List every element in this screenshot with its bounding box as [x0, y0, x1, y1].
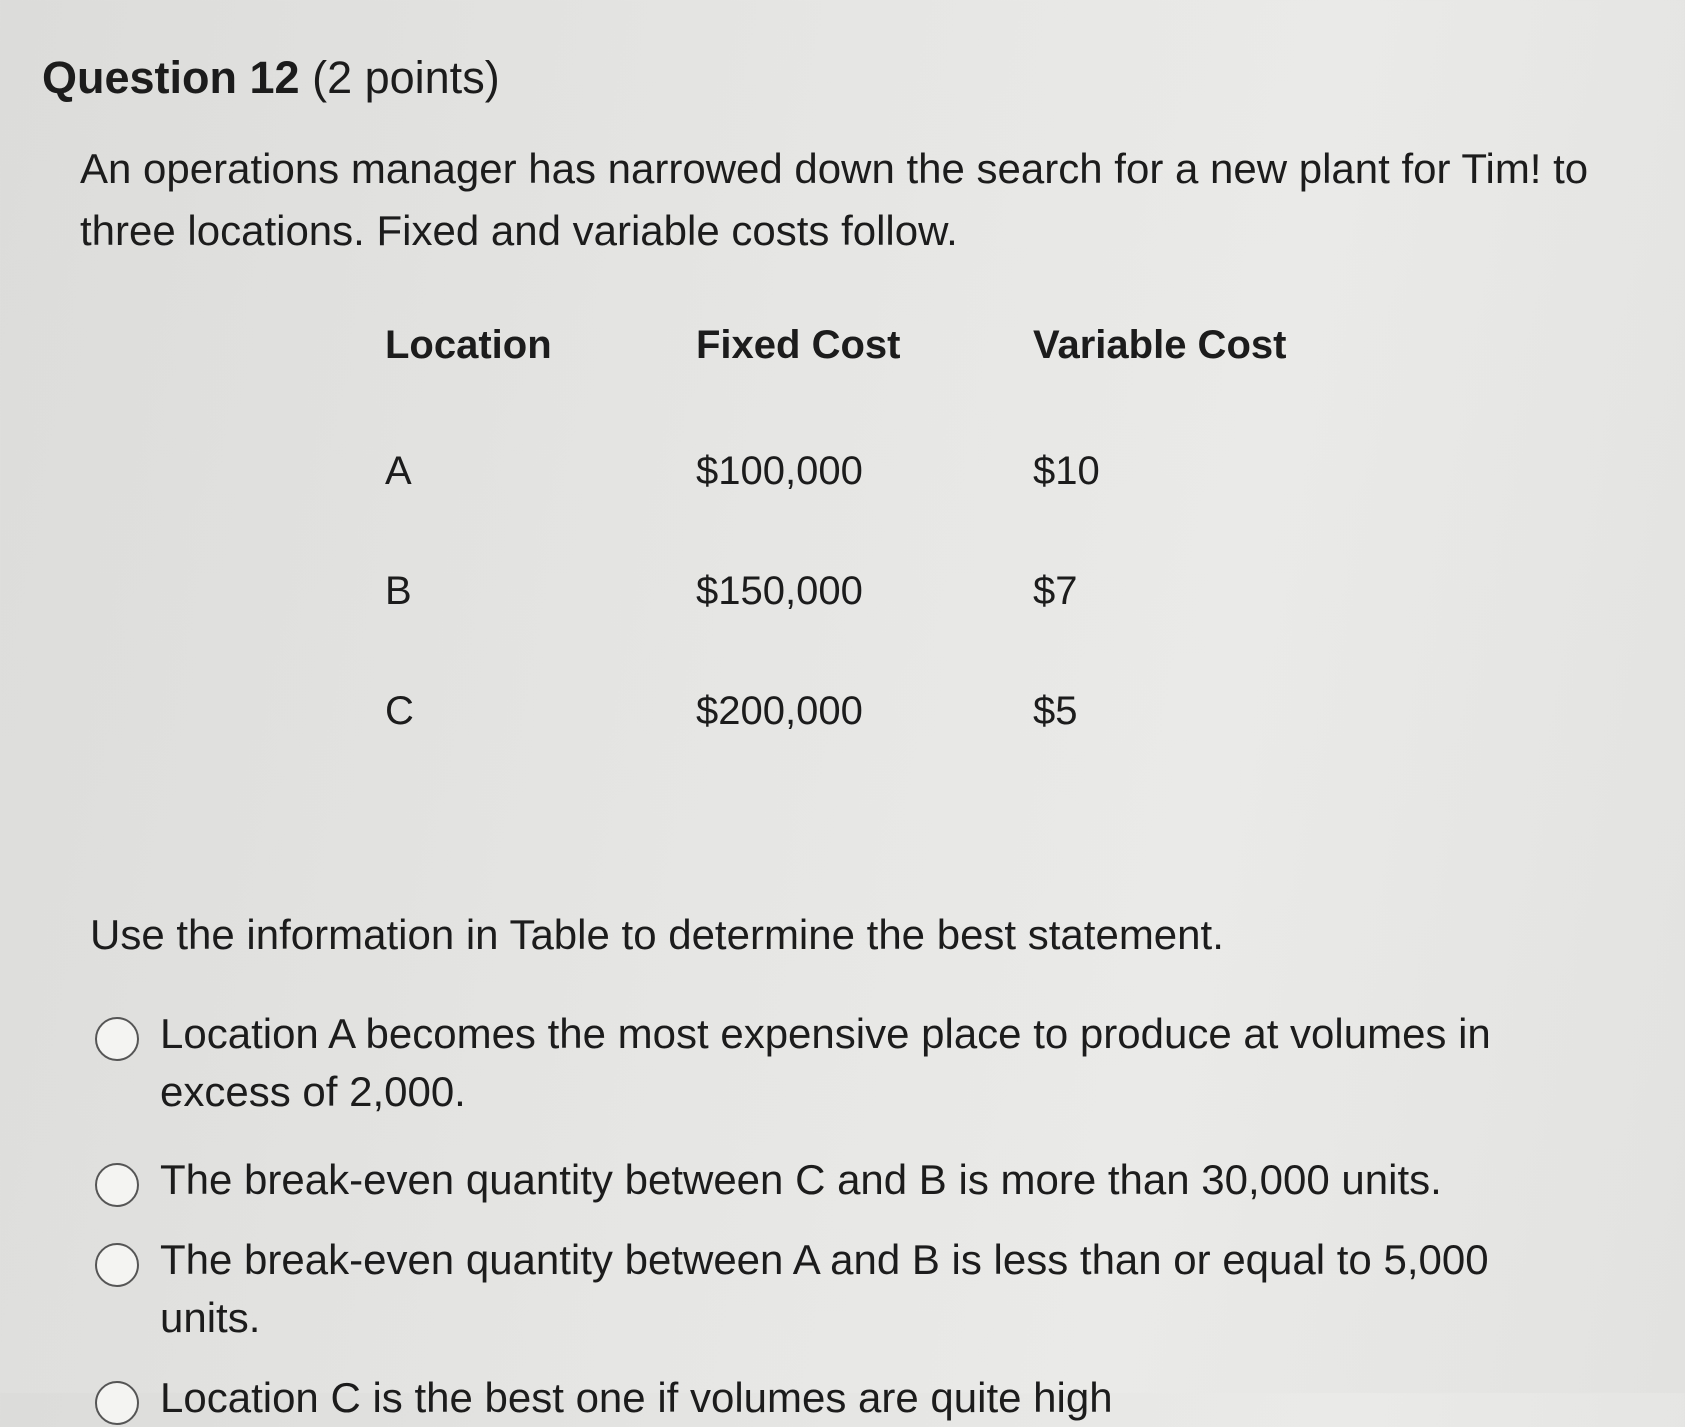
radio-button-icon[interactable]: [95, 1017, 139, 1061]
header-variable-cost: Variable Cost: [1033, 323, 1287, 367]
cell-location: A: [385, 449, 412, 493]
radio-button-icon[interactable]: [95, 1163, 139, 1207]
answer-options: [95, 1005, 1595, 1427]
cell-variable-cost: $5: [1033, 689, 1078, 733]
answer-option-1[interactable]: [95, 1005, 1595, 1121]
cell-variable-cost: $7: [1033, 569, 1078, 613]
instruction-text: Use the information in Table to determine the best statement.: [90, 911, 1224, 958]
cell-fixed-cost: $150,000: [696, 569, 863, 613]
question-title: [42, 48, 500, 108]
option-label: Location C is the best one if volumes are quite high: [160, 1374, 1113, 1421]
cell-location: C: [385, 689, 414, 733]
cell-fixed-cost: $100,000: [696, 449, 863, 493]
answer-option-3[interactable]: [95, 1231, 1595, 1347]
answer-option-4[interactable]: [95, 1369, 1595, 1427]
header-fixed-cost: Fixed Cost: [696, 323, 901, 367]
option-label: The break-even quantity between C and B is more than 30,000 units.: [160, 1156, 1442, 1203]
answer-option-2[interactable]: [95, 1151, 1595, 1209]
cell-variable-cost: $10: [1033, 449, 1100, 493]
cell-fixed-cost: $200,000: [696, 689, 863, 733]
header-location: Location: [385, 323, 552, 367]
option-label: The break-even quantity between A and B is less than or equal to 5,000 units.: [160, 1236, 1489, 1341]
radio-button-icon[interactable]: [95, 1243, 139, 1287]
radio-button-icon[interactable]: [95, 1381, 139, 1425]
question-points: (2 points): [312, 52, 500, 103]
question-prompt: An operations manager has narrowed down the search for a new plant for Tim! to three locations. Fixed and variable costs follow.: [80, 145, 1589, 254]
option-label: Location A becomes the most expensive place to produce at volumes in excess of 2,000.: [160, 1010, 1491, 1115]
question-label: Question 12: [42, 52, 300, 103]
cell-location: B: [385, 569, 412, 613]
